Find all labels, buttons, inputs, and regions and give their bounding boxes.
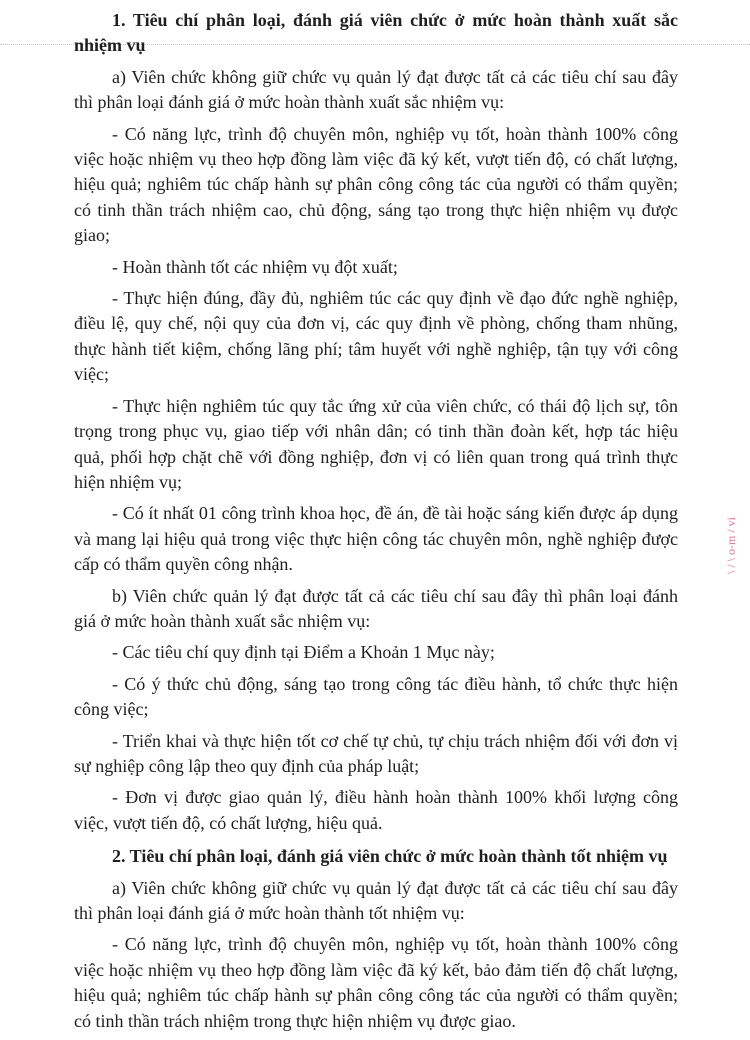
section-1-item-b3: - Triển khai và thực hiện tốt cơ chế tự chủ, tự chịu trách nhiệm đối với đơn vị sự nghiệp công lập theo quy định của pháp luật; <box>74 730 678 776</box>
section-1-item-2: - Hoàn thành tốt các nhiệm vụ đột xuất; <box>112 256 398 277</box>
section-1-item-1: - Có năng lực, trình độ chuyên môn, nghiệp vụ tốt, hoàn thành 100% công việc hoặc nhiệm vụ theo hợp đồng làm việc đã ký kết, vượt tiến độ, có chất lượng, hiệu quả; nghiêm túc chấp hành sự phân công công tác của người có thẩm quyền; có tinh thần trách nhiệm cao, chủ động, sáng tạo trong thực hiện nhiệm vụ được giao; <box>74 123 678 246</box>
document-body <box>74 8 678 1040</box>
section-1-item-b4: - Đơn vị được giao quản lý, điều hành hoàn thành 100% khối lượng công việc, vượt tiến độ, có chất lượng, hiệu quả. <box>74 787 678 833</box>
section-1-item-3: - Thực hiện đúng, đầy đủ, nghiêm túc các quy định về đạo đức nghề nghiệp, điều lệ, quy chế, nội quy của đơn vị, các quy định về phòng, chống tham nhũng, thực hành tiết kiệm, chống lãng phí; tâm huyết với nghề nghiệp, tận tụy với công việc; <box>74 288 678 385</box>
section-2-paragraph-a: a) Viên chức không giữ chức vụ quản lý đạt được tất cả các tiêu chí sau đây thì phân loại đánh giá ở mức hoàn thành tốt nhiệm vụ: <box>74 877 678 923</box>
section-1-item-b1: - Các tiêu chí quy định tại Điểm a Khoản 1 Mục này; <box>112 642 495 663</box>
section-1-item-4: - Thực hiện nghiêm túc quy tắc ứng xử của viên chức, có thái độ lịch sự, tôn trọng trong phục vụ, giao tiếp với nhân dân; có tinh thần đoàn kết, hợp tác hiệu quả, phối hợp chặt chẽ với đồng nghiệp, đơn vị có liên quan trong quá trình thực hiện nhiệm vụ; <box>74 395 678 492</box>
section-1-paragraph-b: b) Viên chức quản lý đạt được tất cả các tiêu chí sau đây thì phân loại đánh giá ở mức hoàn thành xuất sắc nhiệm vụ: <box>74 585 678 631</box>
margin-handwritten-note: \ / \ o-m / vi <box>724 517 738 574</box>
section-2-item-1: - Có năng lực, trình độ chuyên môn, nghiệp vụ tốt, hoàn thành 100% công việc hoặc nhiệm vụ theo hợp đồng làm việc đã ký kết, bảo đảm tiến độ chất lượng, hiệu quả; nghiêm túc chấp hành sự phân công công tác của người có thẩm quyền; có tinh thần trách nhiệm trong thực hiện nhiệm vụ được giao. <box>74 934 678 1031</box>
section-2-title: 2. Tiêu chí phân loại, đánh giá viên chức ở mức hoàn thành tốt nhiệm vụ <box>112 846 668 867</box>
section-1-paragraph-a: a) Viên chức không giữ chức vụ quản lý đạt được tất cả các tiêu chí sau đây thì phân loại đánh giá ở mức hoàn thành xuất sắc nhiệm vụ: <box>74 66 678 113</box>
section-1-item-b2: - Có ý thức chủ động, sáng tạo trong công tác điều hành, tổ chức thực hiện công việc; <box>74 673 678 720</box>
section-1-item-5: - Có ít nhất 01 công trình khoa học, đề án, đề tài hoặc sáng kiến được áp dụng và mang lại hiệu quả trong việc thực hiện công tác chuyên môn, nghề nghiệp được cấp có thẩm quyền công nhận. <box>74 503 678 575</box>
section-1-title: 1. Tiêu chí phân loại, đánh giá viên chức ở mức hoàn thành xuất sắc nhiệm vụ <box>74 10 678 56</box>
